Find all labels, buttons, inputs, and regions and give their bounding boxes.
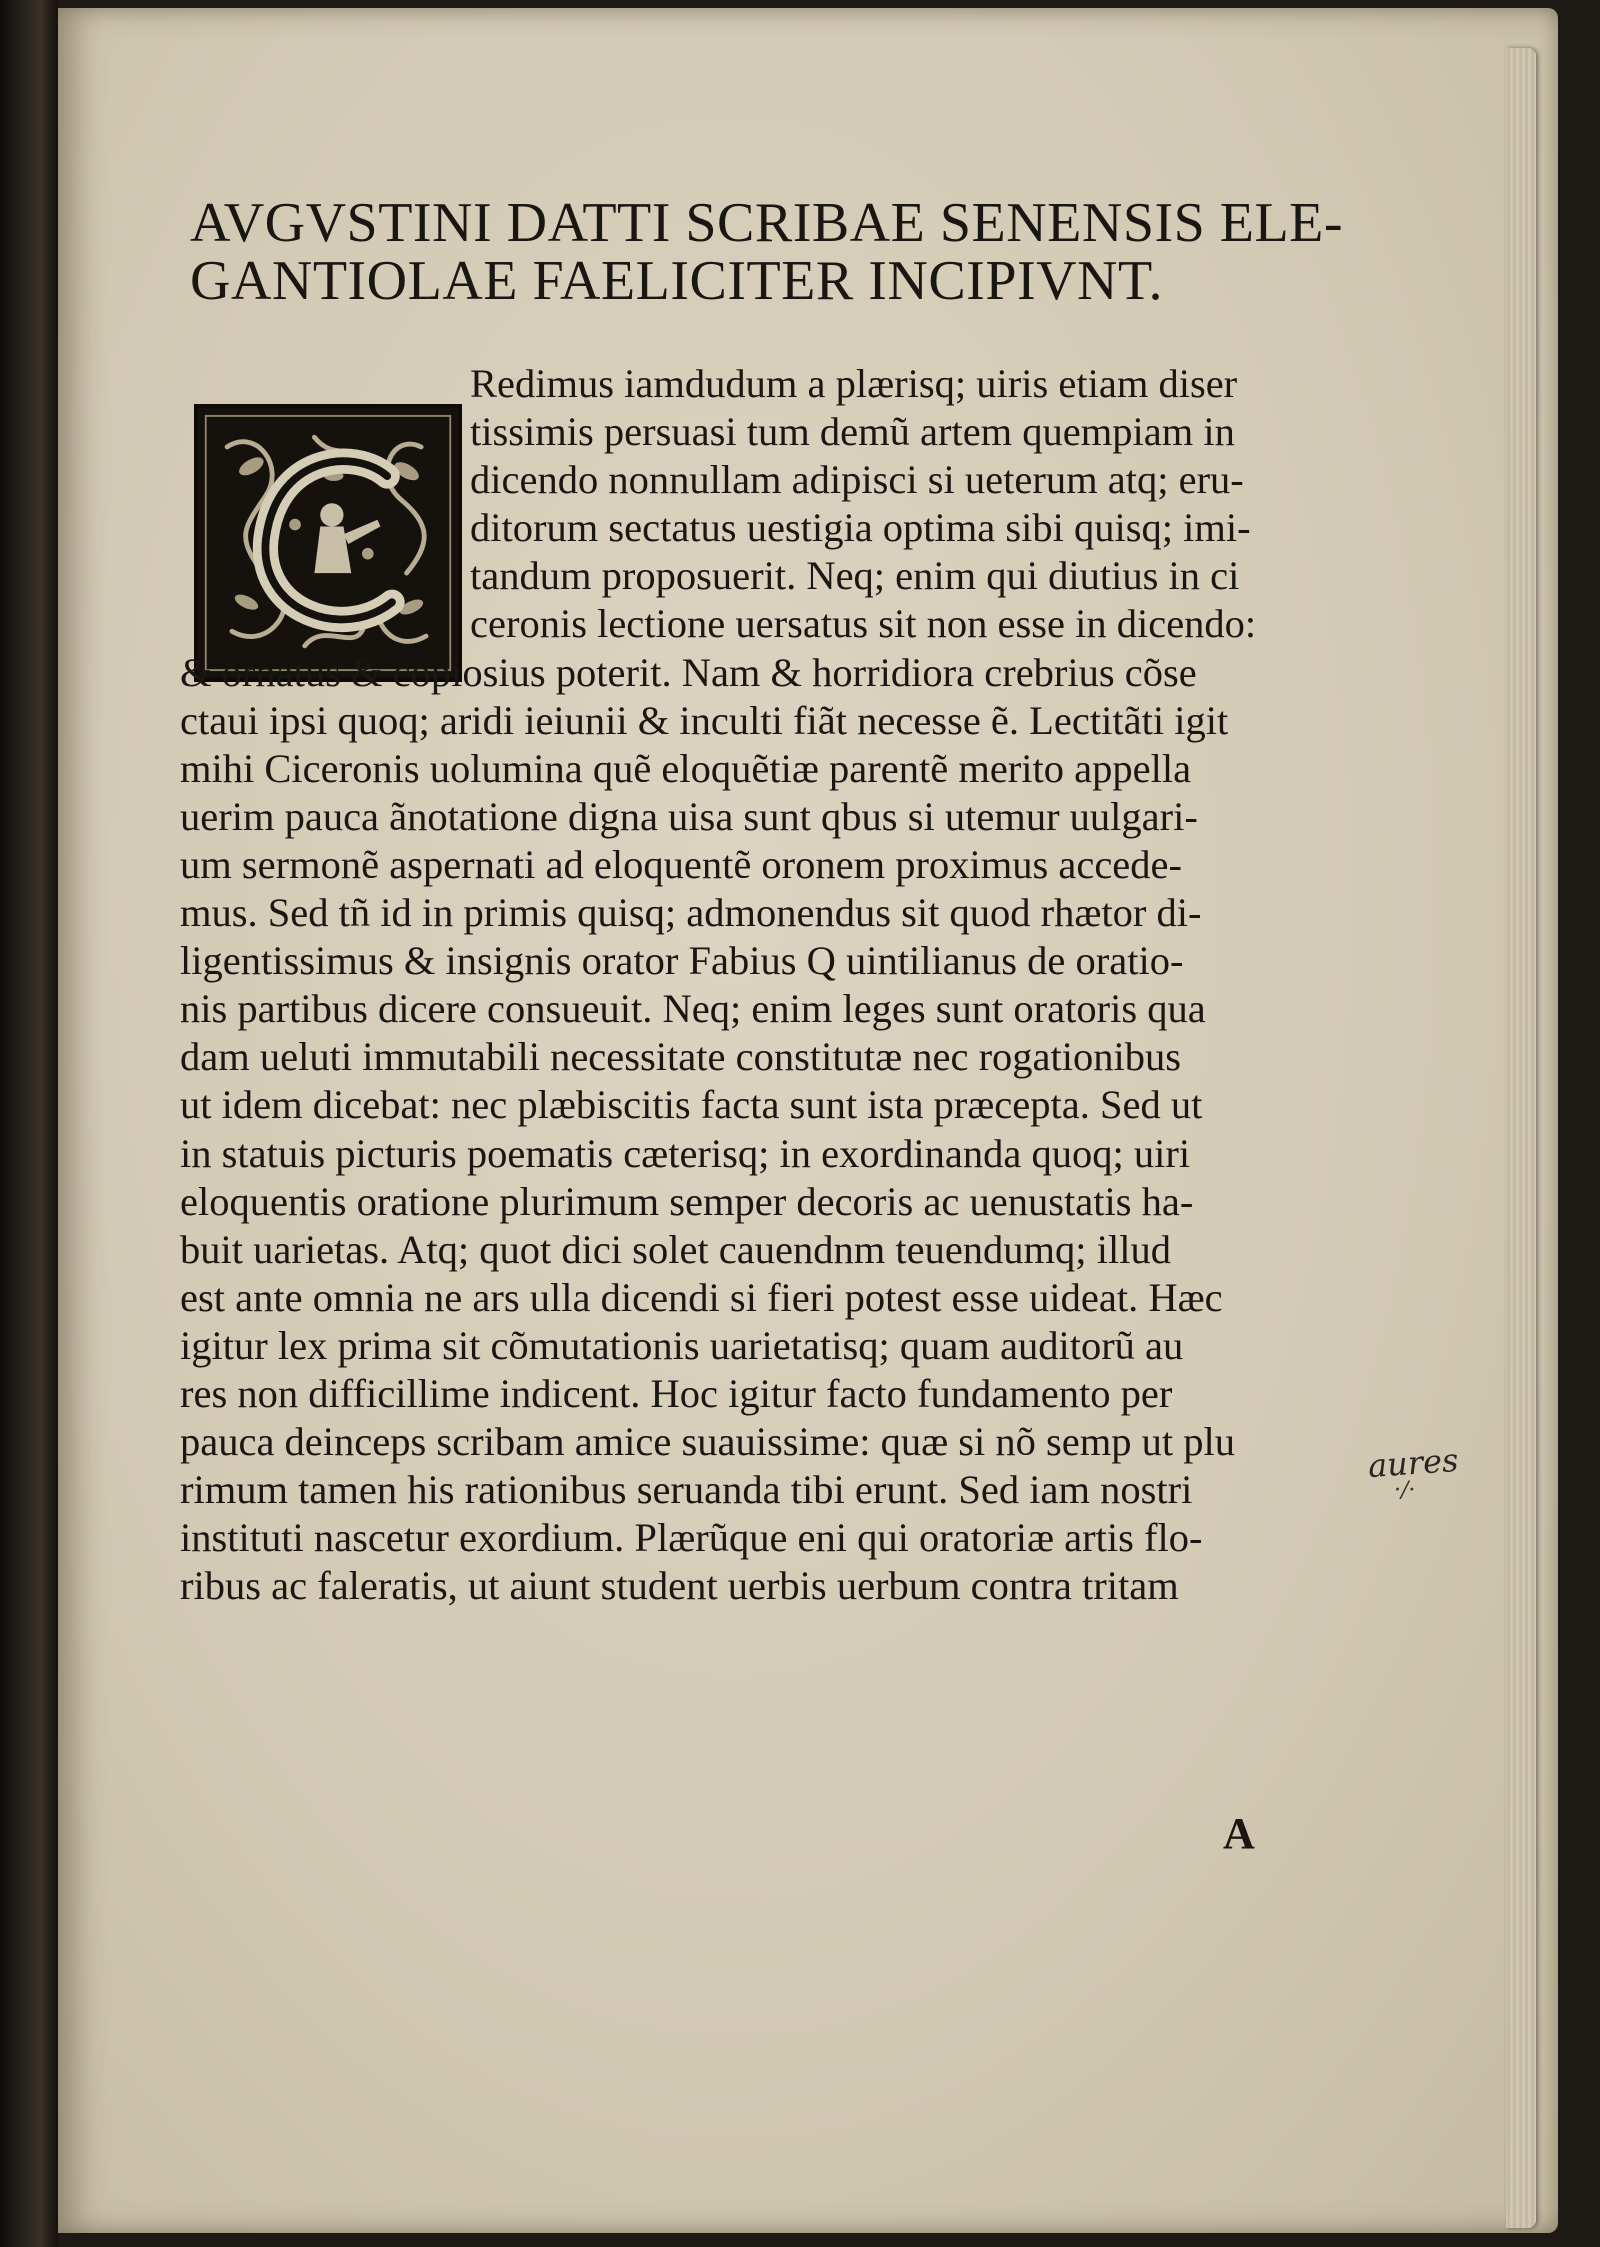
text-line: ut idem dicebat: nec plæbiscitis facta sunt ista præcepta. Sed ut: [180, 1082, 1203, 1128]
page-edges: [1506, 48, 1536, 2228]
text-line: tissimis persuasi tum demũ artem quempiam in: [470, 409, 1235, 455]
text-line: dam ueluti immutabili necessitate constitutæ nec rogationibus: [180, 1034, 1182, 1080]
text-line: ctaui ipsi quoq; aridi ieiunii & inculti fiãt necesse ẽ. Lectitãti igit: [180, 697, 1229, 743]
text-line: ribus ac faleratis, ut aiunt student uerbis uerbum contra tritam: [180, 1563, 1179, 1609]
text-line: dicendo nonnullam adipisci si ueterum atq; eru-: [470, 457, 1244, 503]
text-line: in statuis picturis poematis cæterisq; in exordinanda quoq; uiri: [180, 1130, 1191, 1176]
text-line: eloquentis oratione plurimum semper decoris ac uenustatis ha-: [180, 1178, 1194, 1224]
text-line: um sermonẽ aspernati ad eloquentẽ oronem proximus accede-: [180, 841, 1182, 887]
marginal-note: aures: [1366, 1440, 1460, 1486]
text-line: buit uarietas. Atq; quot dici solet cauendnm teuendumq; illud: [180, 1226, 1171, 1272]
text-line: Redimus iamdudum a plærisq; uiris etiam diser: [470, 361, 1238, 406]
title-line-1: AVGVSTINI DATTI SCRIBAE SENENSIS ELE-: [190, 192, 1344, 254]
marginal-note-mark: ·/·: [1394, 1478, 1416, 1503]
text-line: res non difficillime indicent. Hoc igitur facto fundamento per: [180, 1370, 1173, 1416]
text-line: uerim pauca ãnotatione digna uisa sunt qbus si utemur uulgari-: [180, 793, 1198, 839]
text-line: ceronis lectione uersatus sit non esse in dicendo:: [470, 601, 1257, 647]
body-text: [180, 360, 1330, 1610]
page-title: [190, 194, 1350, 310]
book-page: [58, 8, 1558, 2233]
text-line: igitur lex prima sit cõmutationis uarietatisq; quam auditorũ au: [180, 1322, 1184, 1368]
text-line: mus. Sed tñ id in primis quisq; admonendus sit quod rhætor di-: [180, 890, 1202, 936]
text-line: & ornatus & copiosius poterit. Nam & horridiora crebrius cõse: [180, 649, 1197, 695]
text-line: ligentissimus & insignis orator Fabius Q uintilianus de oratio-: [180, 938, 1184, 984]
text-line: est ante omnia ne ars ulla dicendi si fieri potest esse uideat. Hæc: [180, 1274, 1223, 1320]
title-line-2: GANTIOLAE FAELICITER INCIPIVNT.: [190, 250, 1164, 312]
text-line: pauca deinceps scribam amice suauissime: quæ si nõ semp ut plu: [180, 1419, 1236, 1465]
book-binding: [0, 0, 58, 2247]
text-line: rimum tamen his rationibus seruanda tibi erunt. Sed iam nostri: [180, 1467, 1193, 1513]
text-line: mihi Ciceronis uolumina quẽ eloquẽtiæ parentẽ merito appella: [180, 745, 1192, 791]
text-line: tandum proposuerit. Neq; enim qui diutius in ci: [470, 553, 1240, 599]
text-line: nis partibus dicere consueuit. Neq; enim leges sunt oratoris qua: [180, 986, 1206, 1032]
signature-mark: A: [1223, 1809, 1255, 1858]
text-line: instituti nascetur exordium. Plærũque eni qui oratoriæ artis flo-: [180, 1515, 1203, 1561]
text-line: ditorum sectatus uestigia optima sibi quisq; imi-: [470, 505, 1251, 551]
